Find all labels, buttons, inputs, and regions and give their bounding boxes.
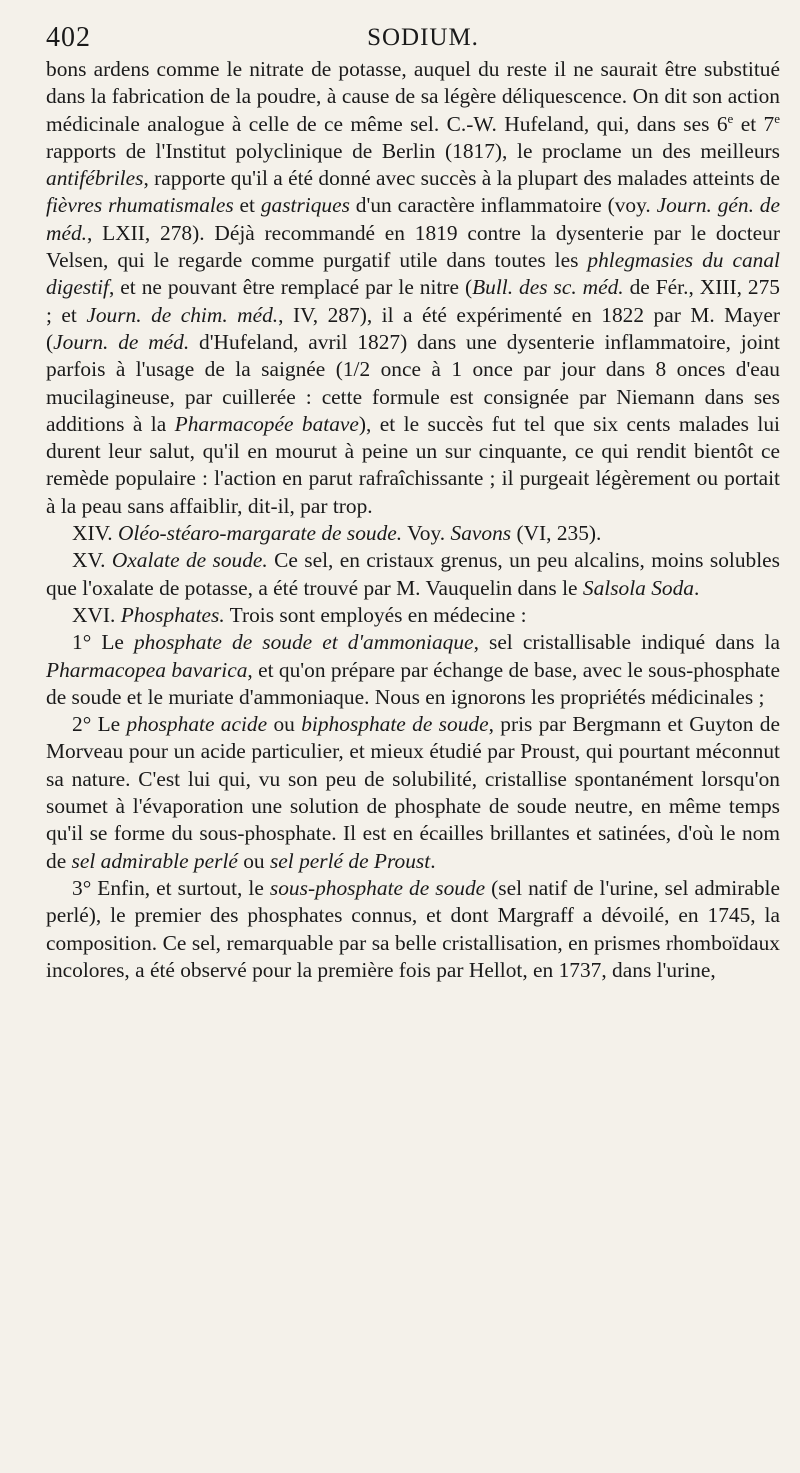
- text-run: et 7: [733, 111, 775, 136]
- italic-text: Bull. des sc. méd.: [472, 275, 624, 300]
- text-run: ou: [237, 848, 270, 873]
- text-run: (sel natif de l'urine, sel admirable perlé), le premier des phosphates connus, et dont Margraff a dévoilé, en 1745, la composition. Ce sel, remarquable par sa belle cristallisation, en prismes rhomboïdaux incolores, a été observé pour la première fois par Hellot, en 1737, dans l'urine,: [46, 875, 780, 982]
- italic-text: Journ. de chim. méd.: [86, 302, 279, 327]
- text-run: , et ne pouvant être remplacé par le nitre (: [108, 275, 473, 300]
- paragraph: [46, 629, 780, 711]
- paragraph: [46, 875, 780, 984]
- italic-text: Pharmacopea bavarica: [46, 657, 248, 682]
- italic-text: gastriques: [260, 193, 350, 218]
- text-run: , IV, 287), il a été expérimenté en 1822 par M. Mayer (: [46, 302, 780, 354]
- italic-text: Journ. de méd.: [53, 329, 190, 354]
- text-run: Trois sont employés en médecine :: [224, 602, 527, 627]
- page-number: 402: [46, 22, 91, 53]
- text-run: bons ardens comme le nitrate de potasse, auquel du reste il ne saurait être substitué dans la fabrication de la poudre, à cause de sa légère déliquescence. On dit son action médicinale analogue à celle de ce même sel. C.-W. Hufeland, qui, dans ses 6: [46, 57, 780, 136]
- text-run: et: [233, 193, 261, 218]
- paragraph: [46, 520, 780, 547]
- paragraph: [46, 547, 780, 602]
- body-text: [46, 56, 780, 984]
- text-run: rapports de l'Institut polyclinique de Berlin (1817), le proclame un des meilleurs: [46, 138, 780, 163]
- italic-text: phosphate acide: [126, 712, 268, 737]
- text-run: .: [430, 848, 436, 873]
- italic-text: Pharmacopée batave: [174, 411, 359, 436]
- text-run: d'un caractère inflammatoire (voy.: [349, 193, 657, 218]
- italic-text: phosphate de soude et d'ammoniaque: [133, 630, 474, 655]
- superscript: e: [774, 110, 781, 126]
- italic-text: Oléo-stéaro-margarate de soude.: [117, 521, 403, 546]
- text-run: , pris par Bergmann et Guyton de Morveau pour un acide particulier, et mieux étudié par Proust, qui pourtant méconnut sa nature. C'est lui qui, vu son peu de solubilité, cristallise spontanément lorsqu'on soumet à l'évaporation une solution de phosphate de soude neutre, en même temps qu'il se forme du sous-phosphate. Il est en écailles brillantes et satinées, d'où le nom de: [46, 712, 780, 873]
- text-run: 2° Le: [72, 712, 127, 737]
- text-run: .: [694, 575, 700, 600]
- text-run: d'Hufeland, avril 1827) dans une dysenterie inflammatoire, joint parfois à l'usage de la saignée (1/2 once à 1 once par jour dans 8 onces d'eau mucilagineuse, par cuillerée : cette formule est consignée par Niemann dans ses additions à la: [46, 329, 781, 436]
- text-run: , sel cristallisable indiqué dans la: [473, 630, 780, 655]
- italic-text: antifébriles: [46, 166, 144, 191]
- text-run: ou: [267, 712, 302, 737]
- text-run: , rapporte qu'il a été donné avec succès à la plupart des malades atteints de: [143, 166, 780, 191]
- italic-text: Oxalate de soude.: [111, 548, 268, 573]
- paragraph: [46, 56, 780, 520]
- text-run: XV.: [72, 548, 112, 573]
- text-run: Voy.: [402, 521, 451, 546]
- italic-text: sel perlé de Proust: [269, 848, 431, 873]
- text-run: (VI, 235).: [511, 521, 602, 546]
- italic-text: sous-phosphate de soude: [269, 875, 486, 900]
- italic-text: Phosphates.: [120, 602, 225, 627]
- text-run: , LXII, 278). Déjà recommandé en 1819 contre la dysenterie par le docteur Velsen, qui le regarde comme purgatif utile dans toutes les: [46, 220, 780, 273]
- text-run: de Fér., XIII, 275 ; et: [46, 275, 780, 327]
- text-run: ), et le succès fut tel que six cents malades lui durent leur salut, qu'il en mourut à peine un sur cinquante, ce qui rendit bientôt ce remède populaire : l'action en parut rafraîchissante ; il purgeait légèrement ou portait à la peau sans affaiblir, dit-il, par trop.: [46, 411, 780, 518]
- italic-text: biphosphate de soude: [301, 712, 489, 737]
- italic-text: phlegmasies du canal digestif: [46, 248, 780, 300]
- italic-text: Journ. gén. de méd.: [46, 193, 780, 245]
- paragraph: [46, 711, 780, 875]
- text-run: , et qu'on prépare par échange de base, avec le sous-phosphate de soude et le muriate d'ammoniaque. Nous en ignorons les propriétés médicinales ;: [46, 657, 780, 709]
- italic-text: Salsola Soda: [582, 575, 694, 600]
- text-run: XVI.: [72, 602, 121, 627]
- italic-text: Savons: [450, 521, 512, 546]
- page-header: [46, 22, 780, 56]
- italic-text: fièvres rhumatismales: [46, 193, 234, 218]
- text-run: Ce sel, en cristaux grenus, un peu alcalins, moins solubles que l'oxalate de potasse, a été trouvé par M. Vauquelin dans le: [46, 548, 780, 600]
- superscript: e: [727, 110, 734, 126]
- text-run: 1° Le: [72, 630, 134, 655]
- text-run: 3° Enfin, et surtout, le: [72, 875, 270, 900]
- italic-text: sel admirable perlé: [71, 848, 238, 873]
- running-title: SODIUM.: [367, 24, 479, 51]
- paragraph: [46, 602, 780, 629]
- text-run: XIV.: [72, 521, 118, 546]
